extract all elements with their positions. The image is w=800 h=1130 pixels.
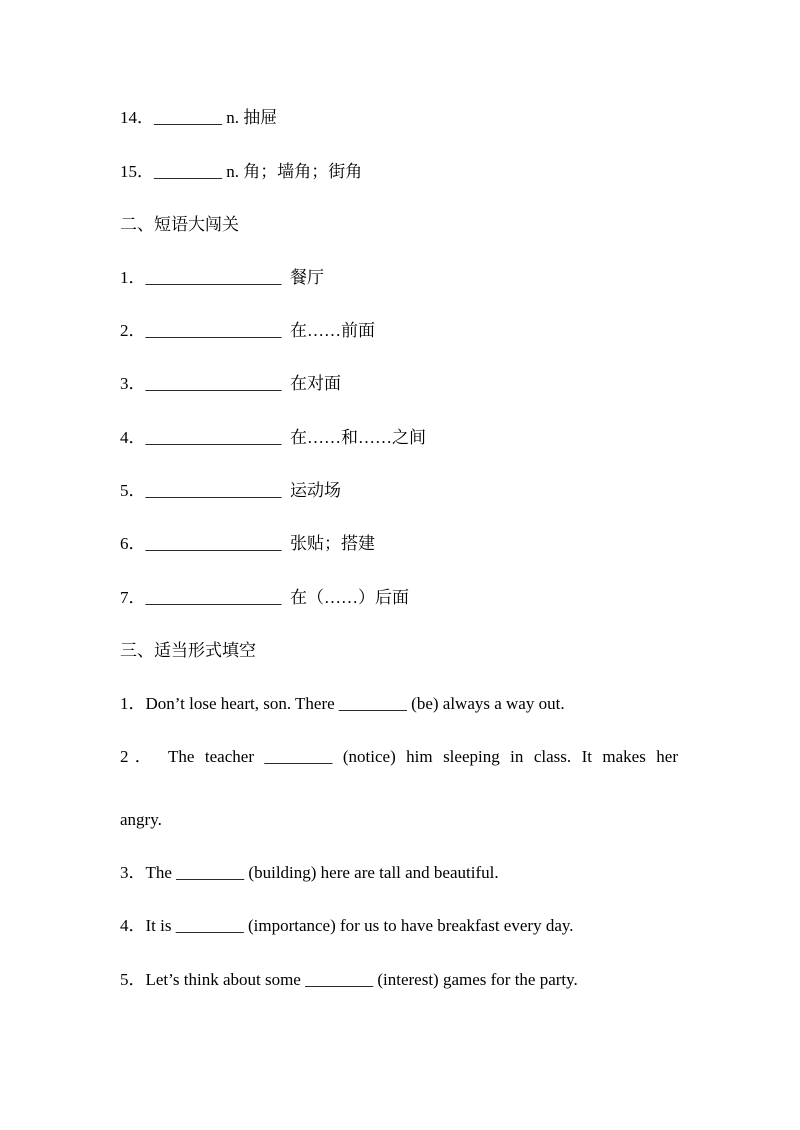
- phrase-item-5: 5．________________ 运动场: [120, 481, 341, 500]
- fill-in-item-2: 2． The teacher ________ (notice) him sleeping in class. It makes her: [120, 747, 678, 766]
- fill-in-item-3: 3．The ________ (building) here are tall and beautiful.: [120, 863, 499, 882]
- phrase-item-1: 1．________________ 餐厅: [120, 268, 324, 287]
- phrase-item-6: 6．________________ 张贴；搭建: [120, 534, 375, 553]
- phrase-item-7: 7．________________ 在（……）后面: [120, 588, 409, 607]
- vocab-item-14: 14．________ n. 抽屉: [120, 108, 278, 127]
- fill-in-item-4: 4．It is ________ (importance) for us to have breakfast every day.: [120, 916, 574, 935]
- phrase-item-2: 2．________________ 在……前面: [120, 321, 375, 340]
- vocab-item-15: 15．________ n. 角；墙角；街角: [120, 162, 363, 181]
- fill-in-item-1: 1．Don’t lose heart, son. There ________ (be) always a way out.: [120, 694, 565, 713]
- section-heading-fill-in: 三、适当形式填空: [120, 641, 256, 660]
- phrase-item-3: 3．________________ 在对面: [120, 374, 341, 393]
- section-heading-phrases: 二、短语大闯关: [120, 215, 239, 234]
- phrase-item-4: 4．________________ 在……和……之间: [120, 428, 426, 447]
- fill-in-item-2-continuation: angry.: [120, 810, 162, 829]
- fill-in-item-5: 5．Let’s think about some ________ (interest) games for the party.: [120, 970, 578, 989]
